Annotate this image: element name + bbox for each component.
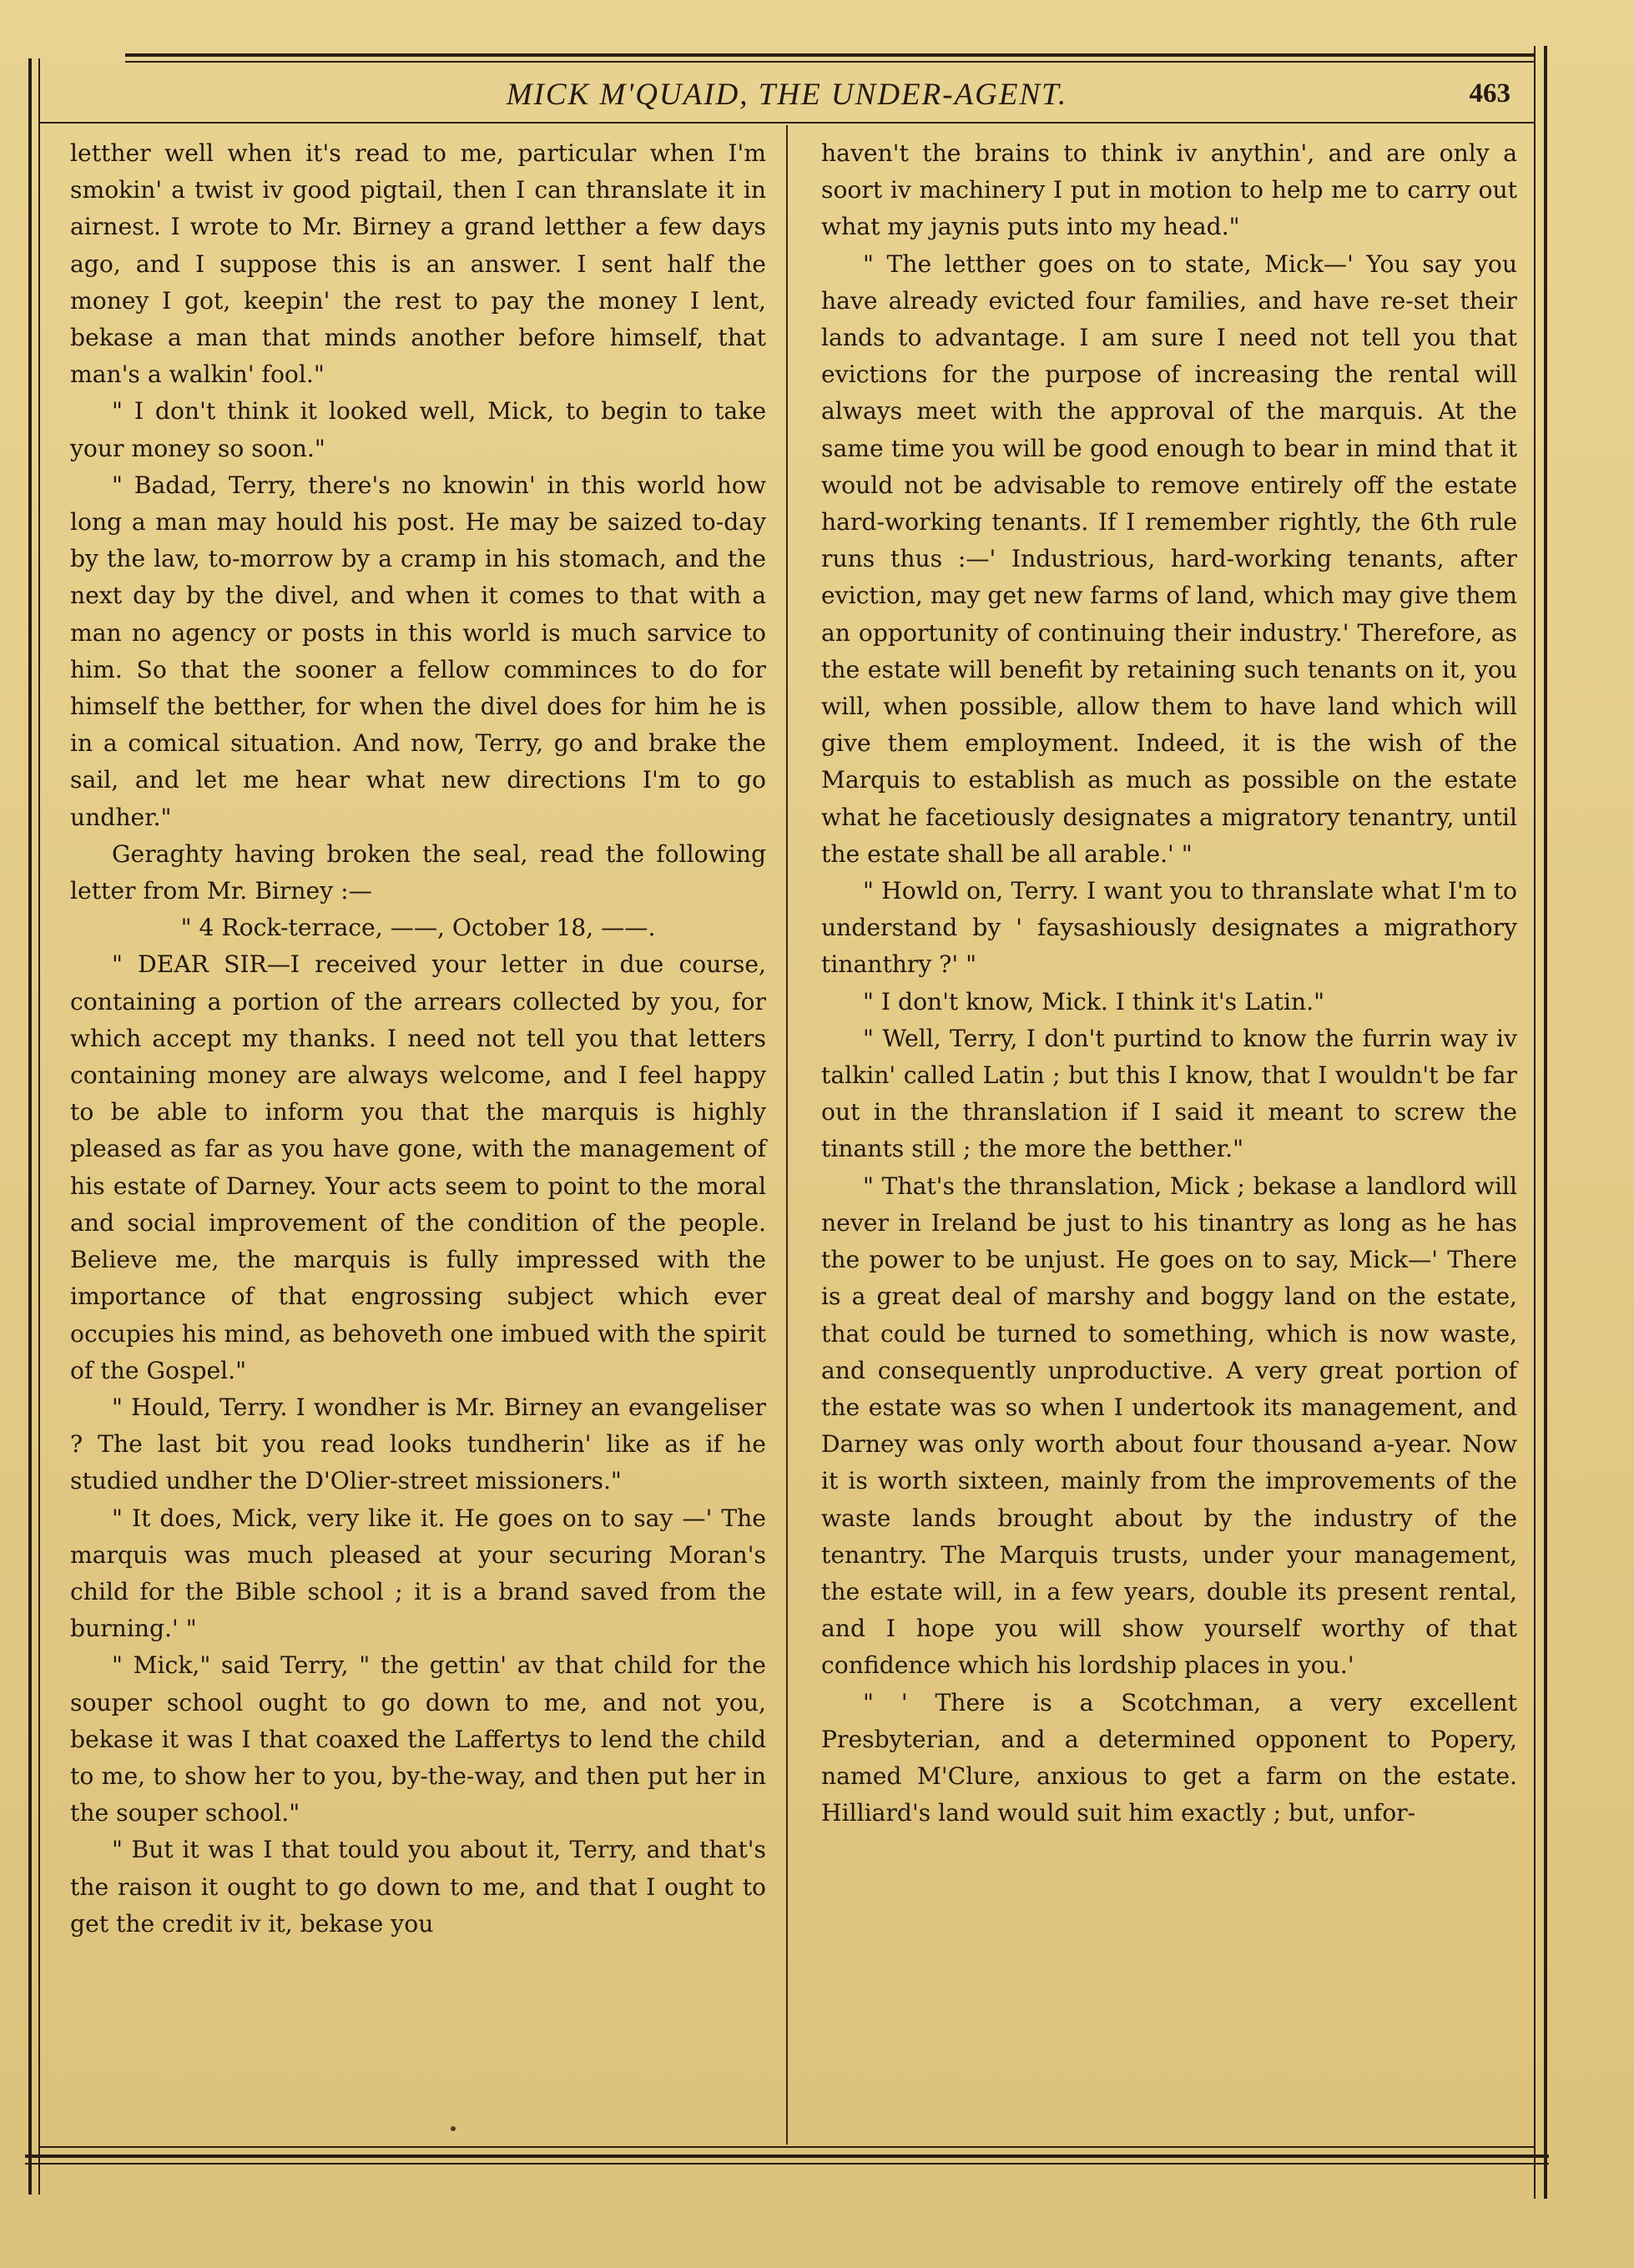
letter-dateline: " 4 Rock-terrace, ——, October 18, ——. xyxy=(180,914,656,942)
running-title: MICK M'QUAID, THE UNDER-AGENT. xyxy=(506,78,1068,112)
column-divider xyxy=(786,125,788,2145)
paragraph: Geraghty having broken the seal, read the following letter from Mr. Birney :— xyxy=(70,839,766,905)
frame-line-left-outer xyxy=(28,58,32,2195)
paragraph: " Hould, Terry. I wondher is Mr. Birney an evangeliser ? The last bit you read looks tundherin' like as if he studied undher the D'Olier-street missioners." xyxy=(70,1393,766,1495)
paragraph: " Badad, Terry, there's no knowin' in this world how long a man may hould his post. He may be saized to-day by the law, to-morrow by a cramp in his stomach, and the next day by the divel, and when it comes to that with a man no agency or posts in this world is much sarvice to him. So that the sooner a fellow comminces to do for himself the betther, for when the divel does for him he is in a comical situation. And now, Terry, go and brake the sail, and let me hear what new directions I'm to go undher." xyxy=(70,471,766,831)
page-header xyxy=(38,72,1536,118)
header-rule-bottom xyxy=(38,122,1536,123)
paragraph: " Well, Terry, I don't purtind to know the furrin way iv talkin' called Latin ; but this I know, that I wouldn't be far out in the thranslation if I said it meant to screw the tinants still ; the more the betther." xyxy=(821,1024,1517,1163)
paragraph: " It does, Mick, very like it. He goes on to say —' The marquis was much pleased at your securing Moran's child for the Bible school ; it is a brand saved from the burning.' " xyxy=(70,1504,766,1643)
frame-line-right-inner xyxy=(1534,46,1536,2199)
left-column xyxy=(70,135,766,1943)
paragraph: letther well when it's read to me, particular when I'm smokin' a twist iv good pigtail, then I can thranslate it in airnest. I wrote to Mr. Birney a grand letther a few days ago, and I suppose this is an answer. I sent half the money I got, keepin' the rest to pay the money I lent, bekase a man that minds another before himself, that man's a walkin' fool." xyxy=(70,139,766,389)
paragraph: " ' There is a Scotchman, a very excellent Presbyterian, and a determined opponent to Popery, named M'Clure, anxious to get a farm on the estate. Hilliard's land would suit him exactly ; but, unfor- xyxy=(821,1688,1517,1827)
footer-rule-thick xyxy=(25,2155,1549,2158)
paragraph: " That's the thranslation, Mick ; bekase a landlord will never in Ireland be just to his tinantry as long as he has the power to be unjust. He goes on to say, Mick—' There is a great deal of marshy and boggy land on the estate, that could be turned to something, which is now waste, and consequently unproductive. A very great portion of the estate was so when I undertook its management, and Darney was only worth about four thousand a-year. Now it is worth sixteen, mainly from the improvements of the waste lands brought about by the industry of the tenantry. The Marquis trusts, under your management, the estate will, in a few years, double its present rental, and I hope you will show yourself worthy of that confidence which his lordship places in you.' xyxy=(821,1172,1517,1680)
right-column xyxy=(821,135,1517,1832)
paragraph: " Mick," said Terry, " the gettin' av that child for the souper school ought to go down to me, and not you, bekase it was I that coaxed the Laffertys to lend the child to me, to show her to you, by-the-way, and then put her in the souper school." xyxy=(70,1651,766,1827)
footer-rule-bottom xyxy=(25,2163,1549,2165)
header-rule-thick xyxy=(125,53,1536,57)
page-number: 463 xyxy=(1469,78,1510,108)
paragraph: haven't the brains to think iv anythin', and are only a soort iv machinery I put in motion to help me to carry out what my jaynis puts into my head." xyxy=(821,139,1517,241)
paragraph: " Howld on, Terry. I want you to thranslate what I'm to understand by ' faysashiously designates a migrathory tinanthry ?' " xyxy=(821,877,1517,979)
ink-speck xyxy=(451,2126,456,2131)
footer-rule-thin xyxy=(38,2146,1536,2148)
paragraph: " DEAR SIR—I received your letter in due course, containing a portion of the arrears collected by you, for which accept my thanks. I need not tell you that letters containing money are always welcome, and I feel happy to be able to inform you that the marquis is highly pleased as far as you have gone, with the management of his estate of Darney. Your acts seem to point to the moral and social improvement of the condition of the people. Believe me, the marquis is fully impressed with the importance of that engrossing subject which ever occupies his mind, as behoveth one imbued with the spirit of the Gospel." xyxy=(70,950,766,1384)
frame-line-right-outer xyxy=(1544,46,1547,2199)
frame-line-left-inner xyxy=(38,58,40,2195)
paragraph: " But it was I that tould you about it, Terry, and that's the raison it ought to go down to me, and that I ought to get the credit iv it, bekase you xyxy=(70,1836,766,1938)
header-rule-thin xyxy=(125,61,1536,63)
paragraph: " The letther goes on to state, Mick—' You say you have already evicted four families, and have re-set their lands to advantage. I am sure I need not tell you that evictions for the purpose of increasing the rental will always meet with the approval of the marquis. At the same time you will be good enough to bear in mind that it would not be advisable to remove entirely off the estate hard-working tenants. If I remember rightly, the 6th rule runs thus :—' Industrious, hard-working tenants, after eviction, may get new farms of land, which may give them an opportunity of continuing their industry.' Therefore, as the estate will benefit by retaining such tenants on it, you will, when possible, allow them to have land which will give them employment. Indeed, it is the wish of the Marquis to establish as much as possible on the estate what he facetiously designates a migratory tenantry, until the estate shall be all arable.' " xyxy=(821,249,1517,868)
paragraph: " I don't know, Mick. I think it's Latin." xyxy=(863,987,1325,1016)
paragraph: " I don't think it looked well, Mick, to begin to take your money so soon." xyxy=(70,397,766,462)
